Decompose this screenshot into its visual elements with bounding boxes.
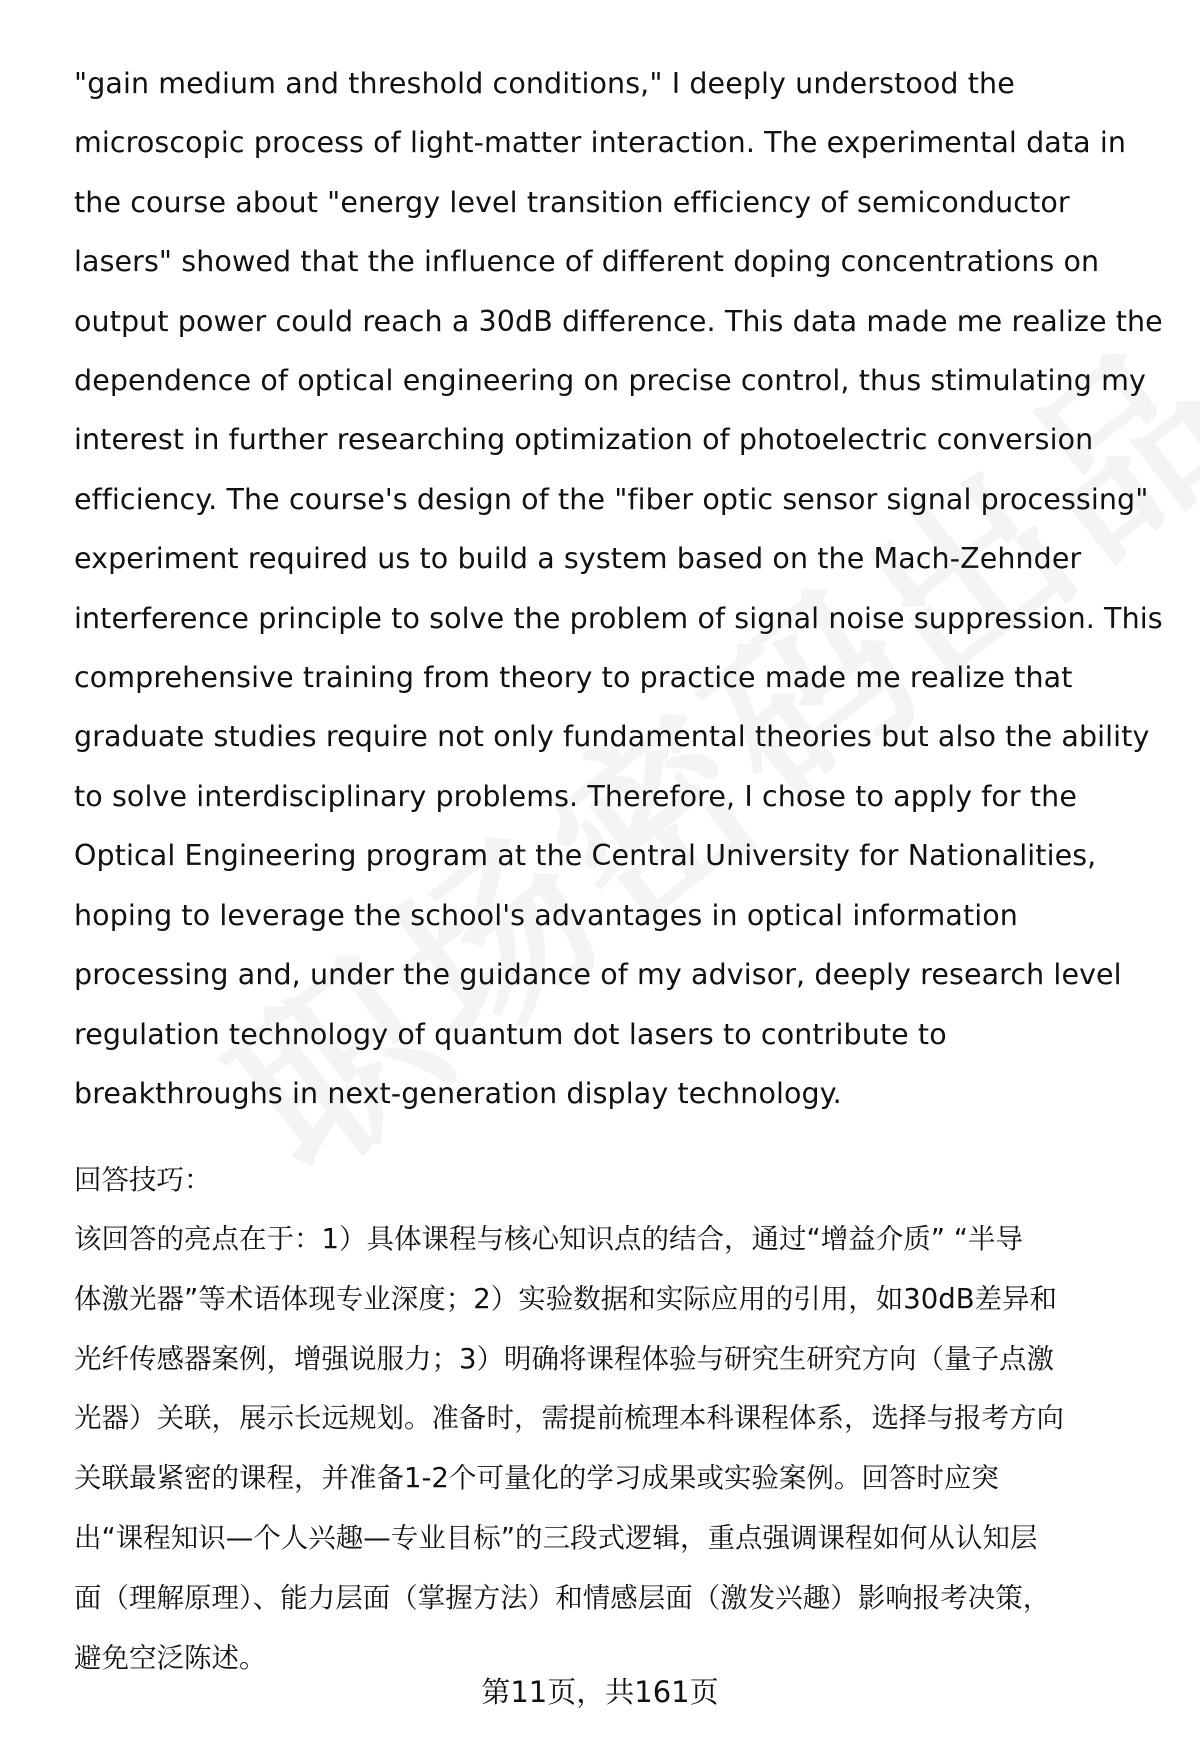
paragraph-line: 体激光器”等术语体现专业深度；2）实验数据和实际应用的引用，如30dB差异和 bbox=[74, 1282, 1058, 1315]
paragraph-line: 避免空泛陈述。 bbox=[74, 1641, 267, 1674]
paragraph-line: lasers" showed that the influence of different doping concentrations on bbox=[74, 245, 1100, 279]
paragraph-line: experiment required us to build a system based on the Mach-Zehnder bbox=[74, 542, 1082, 576]
paragraph-line: hoping to leverage the school's advantages in optical information bbox=[74, 898, 1018, 932]
document-body bbox=[74, 54, 1163, 1674]
paragraph-line: microscopic process of light-matter interaction. The experimental data in bbox=[74, 126, 1127, 160]
paragraph-line: graduate studies require not only fundamental theories but also the ability bbox=[74, 720, 1150, 754]
paragraph-line: interest in further researching optimization of photoelectric conversion bbox=[74, 423, 1094, 457]
tips-heading: 回答技巧： bbox=[74, 1164, 212, 1196]
paragraph-line: to solve interdisciplinary problems. Therefore, I chose to apply for the bbox=[74, 779, 1077, 813]
paragraph-line: 面（理解原理）、能力层面（掌握方法）和情感层面（激发兴趣）影响报考决策， bbox=[74, 1581, 1051, 1614]
paragraph-line: 关联最紧密的课程，并准备1-2个可量化的学习成果或实验案例。回答时应突 bbox=[74, 1462, 999, 1495]
paragraph-line: "gain medium and threshold conditions," I deeply understood the bbox=[74, 67, 1015, 100]
paragraph-line: 出“课程知识—个人兴趣—专业目标”的三段式逻辑，重点强调课程如何从认知层 bbox=[74, 1521, 1038, 1554]
paragraph-line: 光纤传感器案例，增强说服力；3）明确将课程体验与研究生研究方向（量子点激 bbox=[74, 1342, 1054, 1375]
paragraph-line: comprehensive training from theory to practice made me realize that bbox=[74, 661, 1073, 695]
paragraph-line: regulation technology of quantum dot lasers to contribute to bbox=[74, 1017, 947, 1051]
page-number: 第11页，共161页 bbox=[481, 1675, 719, 1709]
paragraph-line: processing and, under the guidance of my advisor, deeply research level bbox=[74, 958, 1122, 992]
paragraph-line: 该回答的亮点在于：1）具体课程与核心知识点的结合，通过“增益介质” “半导 bbox=[74, 1223, 1023, 1255]
paragraph-line: breakthroughs in next-generation display technology. bbox=[74, 1076, 842, 1110]
paragraph-line: interference principle to solve the problem of signal noise suppression. This bbox=[74, 601, 1163, 635]
paragraph-line: dependence of optical engineering on precise control, thus stimulating my bbox=[74, 364, 1146, 398]
paragraph-line: Optical Engineering program at the Central University for Nationalities, bbox=[74, 839, 1097, 873]
paragraph-line: efficiency. The course's design of the "fiber optic sensor signal processing" bbox=[74, 482, 1149, 516]
paragraph-line: 光器）关联，展示长远规划。准备时，需提前梳理本科课程体系，选择与报考方向 bbox=[74, 1402, 1064, 1435]
english-paragraph bbox=[74, 54, 1163, 1123]
paragraph-line: output power could reach a 30dB difference. This data made me realize the bbox=[74, 304, 1163, 338]
paragraph-line: the course about "energy level transition efficiency of semiconductor bbox=[74, 185, 1070, 219]
tips-paragraph bbox=[74, 1210, 1064, 1688]
